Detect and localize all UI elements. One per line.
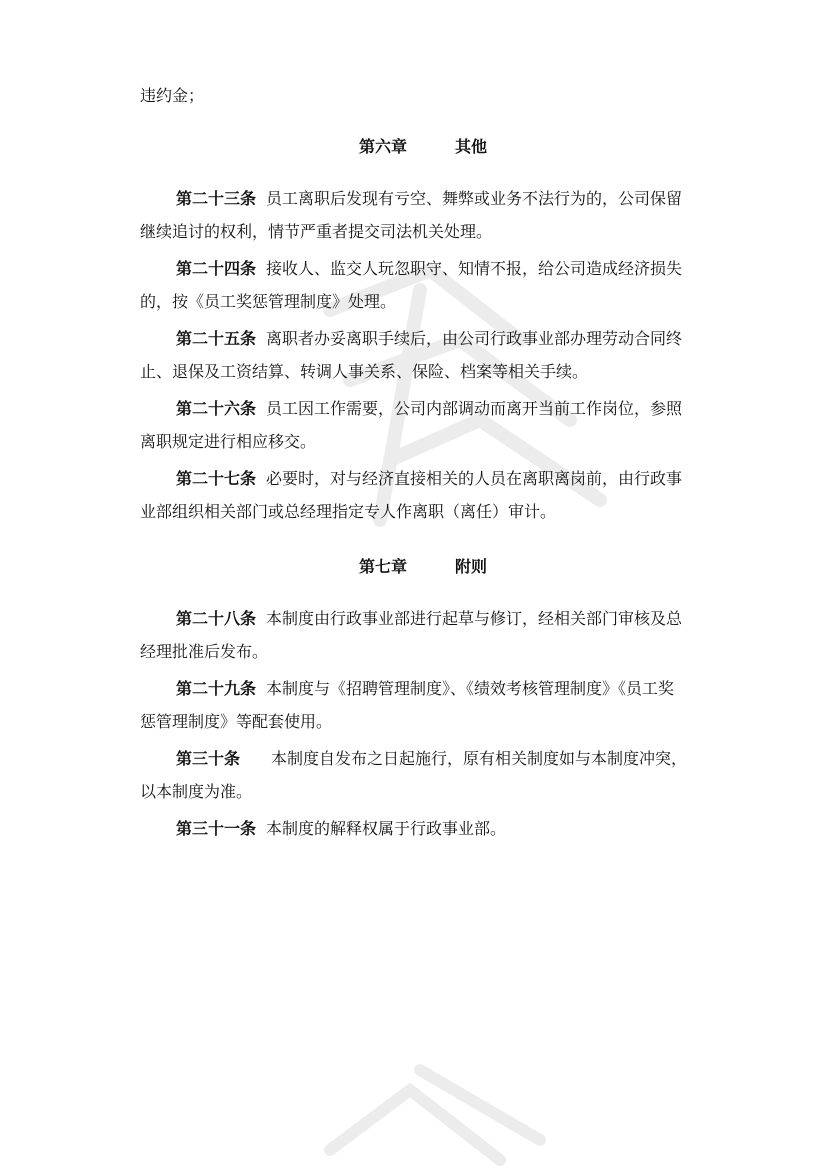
article-label: 第二十三条 <box>176 189 257 208</box>
article-text: 员工因工作需要，公司内部调动而离开当前工作岗位，参照 <box>266 399 683 418</box>
article-26 <box>140 392 706 458</box>
article-text: 本制度与《招聘管理制度》、《绩效考核管理制度》《员工奖 <box>266 679 675 698</box>
watermark-graphic-bottom <box>300 1040 560 1174</box>
article-text: 必要时，对与经济直接相关的人员在离职离岗前，由行政事 <box>266 469 683 488</box>
article-text: 接收人、监交人玩忽职守、知情不报，给公司造成经济损失 <box>266 259 683 278</box>
article-text: 离职规定进行相应移交。 <box>140 432 317 451</box>
article-label: 第三十一条 <box>176 819 257 838</box>
article-text: 员工离职后发现有亏空、舞弊或业务不法行为的，公司保留 <box>266 189 683 208</box>
article-23 <box>140 182 706 248</box>
article-text: 继续追讨的权利，情节严重者提交司法机关处理。 <box>140 222 493 241</box>
article-label: 第三十条 <box>176 749 241 768</box>
article-text: 惩管理制度》等配套使用。 <box>140 712 333 731</box>
chapter-six-heading <box>140 132 706 162</box>
article-27 <box>140 462 706 528</box>
article-text: 经理批准后发布。 <box>140 642 269 661</box>
chapter-title: 其他 <box>455 137 488 156</box>
article-text: 以本制度为准。 <box>140 782 253 801</box>
article-text: 止、退保及工资结算、转调人事关系、保险、档案等相关手续。 <box>140 362 589 381</box>
article-24 <box>140 252 706 318</box>
chapter-number: 第六章 <box>358 137 407 156</box>
article-label: 第二十五条 <box>176 329 257 348</box>
article-text: 业部组织相关部门或总经理指定专人作离职（离任）审计。 <box>140 502 557 521</box>
article-text: 的，按《员工奖惩管理制度》处理。 <box>140 292 397 311</box>
chapter-title: 附则 <box>455 557 488 576</box>
article-29 <box>140 672 706 738</box>
article-label: 第二十七条 <box>176 469 257 488</box>
article-31 <box>140 812 706 845</box>
article-text: 本制度由行政事业部进行起草与修订，经相关部门审核及总 <box>266 609 683 628</box>
article-25 <box>140 322 706 388</box>
article-28 <box>140 602 706 668</box>
article-label: 第二十八条 <box>176 609 257 628</box>
article-30 <box>140 742 706 808</box>
chapter-seven-heading <box>140 552 706 582</box>
article-text: 离职者办妥离职手续后，由公司行政事业部办理劳动合同终 <box>266 329 683 348</box>
article-label: 第二十九条 <box>176 679 257 698</box>
lead-text: 违约金； <box>140 86 205 105</box>
article-label: 第二十四条 <box>176 259 257 278</box>
article-text: 本制度的解释权属于行政事业部。 <box>266 819 507 838</box>
article-label: 第二十六条 <box>176 399 257 418</box>
chapter-number: 第七章 <box>358 557 407 576</box>
article-text: 本制度自发布之日起施行，原有相关制度如与本制度冲突， <box>271 749 688 768</box>
document-body <box>140 82 706 849</box>
